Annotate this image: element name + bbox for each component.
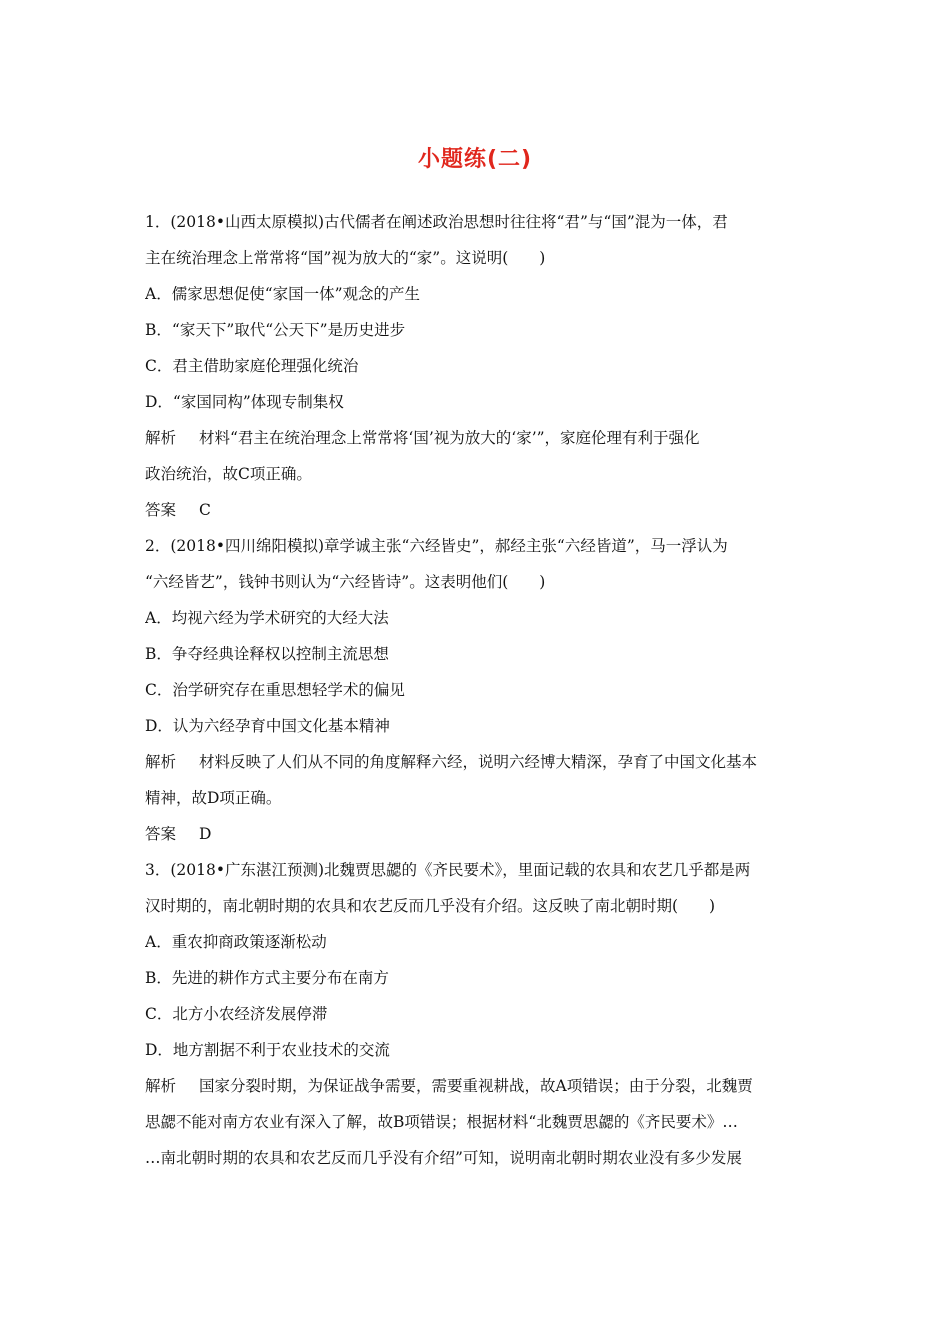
analysis-label: 解析 xyxy=(145,429,177,447)
question-3 xyxy=(145,852,807,1176)
answer-label: 答案 xyxy=(145,501,177,519)
option-d: D．地方割据不利于农业技术的交流 xyxy=(145,1041,390,1059)
question-1 xyxy=(145,204,807,528)
option-a: A．重农抑商政策逐渐松动 xyxy=(145,933,327,951)
analysis-line xyxy=(145,420,807,456)
option-d: D．认为六经孕育中国文化基本精神 xyxy=(145,717,390,735)
answer-line xyxy=(145,492,807,528)
option-b: B．先进的耕作方式主要分布在南方 xyxy=(145,969,389,987)
answer-label: 答案 xyxy=(145,825,177,843)
analysis-label: 解析 xyxy=(145,1077,177,1095)
question-stem-line: 汉时期的，南北朝时期的农具和农艺反而几乎没有介绍。这反映了南北朝时期( ) xyxy=(145,897,716,915)
analysis-text: 材料“君主在统治理念上常常将‘国’视为放大的‘家’”，家庭伦理有利于强化 xyxy=(199,429,700,447)
question-list xyxy=(145,204,807,1176)
analysis-line: 思勰不能对南方农业有深入了解，故B项错误；根据材料“北魏贾思勰的《齐民要术》… xyxy=(145,1113,738,1131)
question-stem-line: 2．(2018•四川绵阳模拟)章学诚主张“六经皆史”，郝经主张“六经皆道”，马一浮认为 xyxy=(145,537,728,555)
option-c: C．君主借助家庭伦理强化统治 xyxy=(145,357,359,375)
analysis-line: 政治统治，故C项正确。 xyxy=(145,465,312,483)
question-stem-line: 3．(2018•广东湛江预测)北魏贾思勰的《齐民要术》，里面记载的农具和农艺几乎都是两 xyxy=(145,861,751,879)
option-c: C．北方小农经济发展停滞 xyxy=(145,1005,328,1023)
option-a: A．均视六经为学术研究的大经大法 xyxy=(145,609,389,627)
analysis-line xyxy=(145,1068,807,1104)
answer-value: D xyxy=(199,825,212,843)
option-d: D．“家国同构”体现专制集权 xyxy=(145,393,344,411)
question-stem-line: 主在统治理念上常常将“国”视为放大的“家”。这说明( ) xyxy=(145,249,546,267)
answer-value: C xyxy=(199,501,211,519)
question-stem-line: “六经皆艺”，钱钟书则认为“六经皆诗”。这表明他们( ) xyxy=(145,573,546,591)
question-2 xyxy=(145,528,807,852)
page-title: 小题练(二) xyxy=(417,147,533,172)
analysis-text: 国家分裂时期，为保证战争需要，需要重视耕战，故A项错误；由于分裂，北魏贾 xyxy=(199,1077,753,1095)
analysis-text: 材料反映了人们从不同的角度解释六经，说明六经博大精深，孕育了中国文化基本 xyxy=(199,753,758,771)
option-b: B．“家天下”取代“公天下”是历史进步 xyxy=(145,321,406,339)
answer-line xyxy=(145,816,807,852)
option-a: A．儒家思想促使“家国一体”观念的产生 xyxy=(145,285,421,303)
option-c: C．治学研究存在重思想轻学术的偏见 xyxy=(145,681,405,699)
analysis-label: 解析 xyxy=(145,753,177,771)
question-stem-line: 1．(2018•山西太原模拟)古代儒者在阐述政治思想时往往将“君”与“国”混为一体，君 xyxy=(145,213,728,231)
analysis-line xyxy=(145,744,807,780)
option-b: B．争夺经典诠释权以控制主流思想 xyxy=(145,645,389,663)
analysis-line: 精神，故D项正确。 xyxy=(145,789,282,807)
analysis-line: …南北朝时期的农具和农艺反而几乎没有介绍”可知，说明南北朝时期农业没有多少发展 xyxy=(145,1149,742,1167)
